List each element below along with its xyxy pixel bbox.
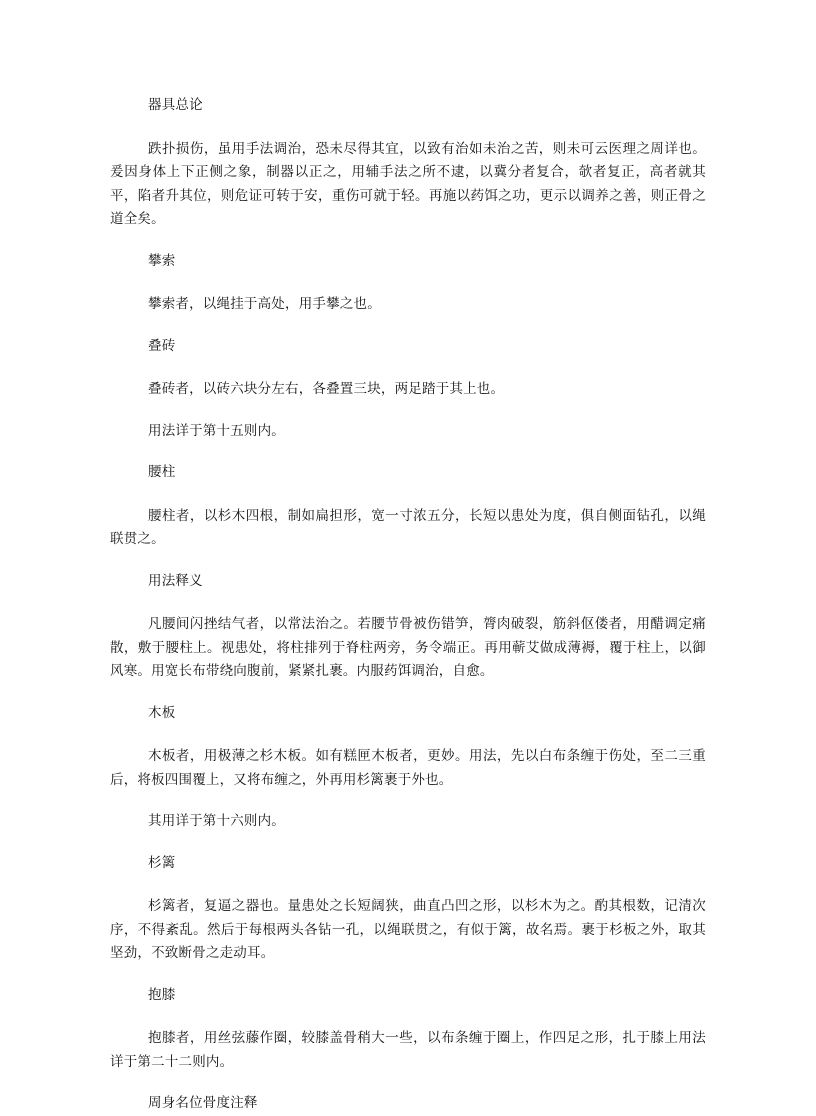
- section-heading-baoxi: 抱膝: [148, 986, 176, 1003]
- paragraph-pansuo: 攀索者，以绳挂于高处，用手攀之也。: [148, 296, 381, 312]
- paragraph-muban-usage: 其用详于第十六则内。: [148, 813, 285, 829]
- paragraph-yaozhu: 腰柱者，以杉木四根，制如扁担形，宽一寸浓五分，长短以患处为度，俱自侧面钻孔，以绳联贯之。: [110, 507, 706, 547]
- paragraph-yongfa-shiyi: 凡腰间闪挫结气者，以常法治之。若腰节骨被伤错笋，膂肉破裂，筋斜伛偻者，用醋调定痛散，敷于腰柱上。视患处，将柱排列于脊柱两旁，务令端正。再用蕲艾做成薄褥，覆于柱上，以御风寒。用宽长布带绕向腹前，紧紧扎裹。内服药饵调治，自愈。: [110, 616, 706, 679]
- section-heading-zhoushen: 周身名位骨度注释: [148, 1095, 258, 1111]
- paragraph-baoxi: 抱膝者，用丝弦藤作圈，较膝盖骨稍大一些，以布条缠于圈上，作四足之形，扎于膝上用法详于第二十二则内。: [110, 1030, 706, 1070]
- paragraph-diezhuan: 叠砖者，以砖六块分左右，各叠置三块，两足踏于其上也。: [148, 381, 505, 397]
- paragraph-muban: 木板者，用极薄之杉木板。如有糕匣木板者，更妙。用法，先以白布条缠于伤处，至二三重后，将板四围覆上，又将布缠之，外再用杉篱裹于外也。: [110, 748, 706, 788]
- section-heading-qiju-zonglun: 器具总论: [148, 97, 203, 113]
- paragraph-shanli: 杉篱者，复逼之器也。量患处之长短阔狭，曲直凸凹之形，以杉木为之。酌其根数，记清次序，不得紊乱。然后于每根两头各钻一孔，以绳联贯之，有似于篱，故名焉。裹于杉板之外，取其坚劲，不致断骨之走动耳。: [110, 898, 706, 961]
- section-heading-yaozhu: 腰柱: [148, 464, 176, 480]
- section-heading-diezhuan: 叠砖: [148, 337, 176, 354]
- paragraph-diezhuan-usage: 用法详于第十五则内。: [148, 422, 285, 439]
- section-heading-muban: 木板: [148, 704, 176, 721]
- section-heading-yongfa-shiyi: 用法释义: [148, 572, 203, 589]
- section-heading-shanli: 杉篱: [148, 854, 176, 871]
- section-heading-pansuo: 攀索: [148, 252, 176, 269]
- paragraph-qiju-zonglun: 跌扑损伤，虽用手法调治，恐未尽得其宜，以致有治如未治之苦，则未可云医理之周详也。爰因身体上下正侧之象，制器以正之，用辅手法之所不逮，以冀分者复合，欹者复正，高者就其平，陷者升其位，则危证可转于安，重伤可就于轻。再施以药饵之功，更示以调养之善，则正骨之道全矣。: [110, 140, 706, 227]
